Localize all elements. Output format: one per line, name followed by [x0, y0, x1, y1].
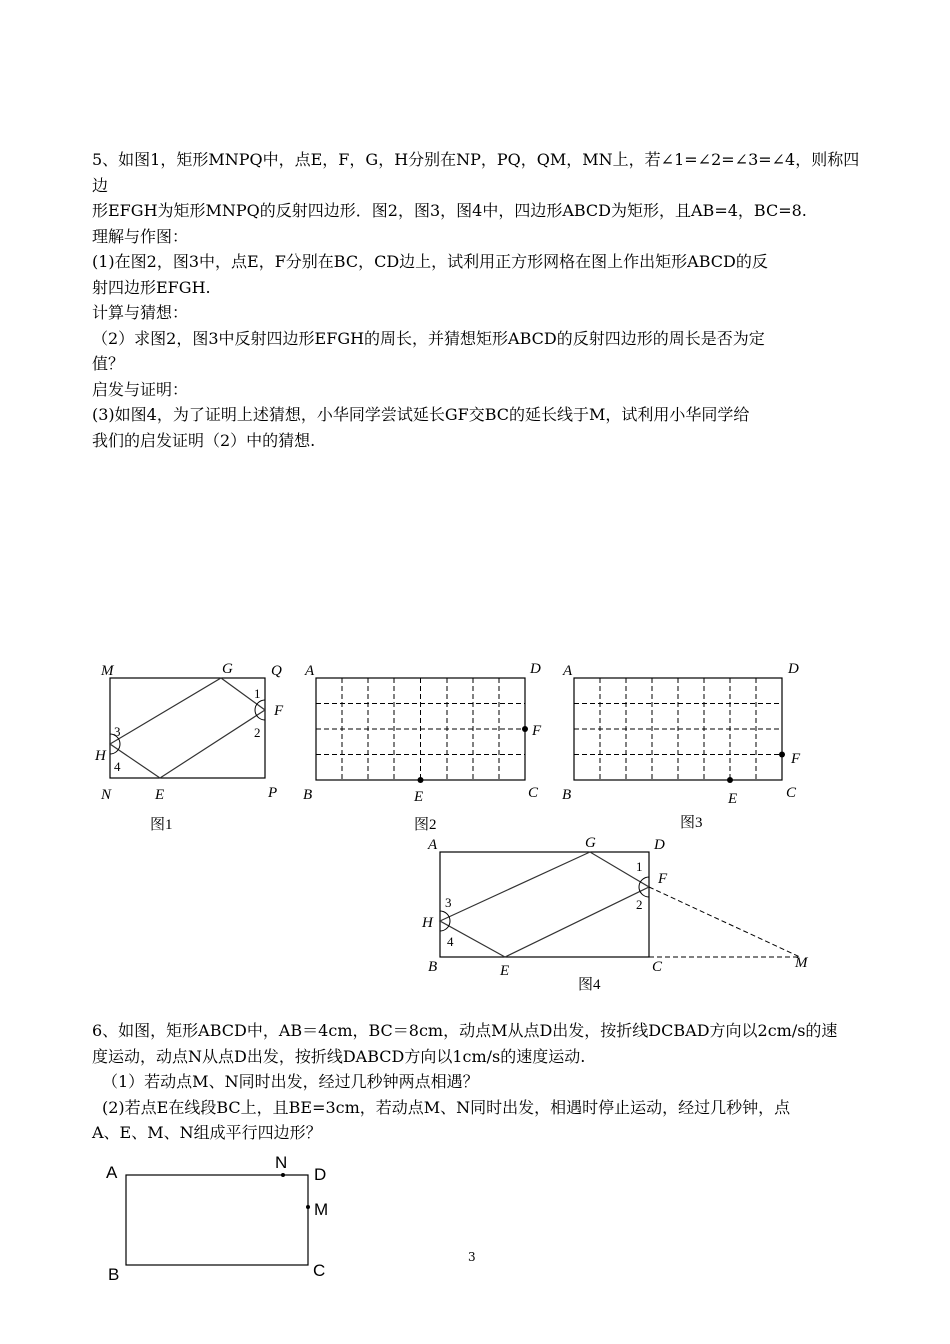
caption-fig4: 图4	[578, 977, 601, 993]
label-C: C	[652, 959, 663, 975]
label-P: P	[268, 785, 278, 801]
label-M: M	[314, 1200, 329, 1219]
q5-line: (1)在图2，图3中，点E，F分别在BC，CD边上，试利用正方形网格在图上作出矩形ABCD的反	[92, 252, 768, 271]
label-B: B	[108, 1265, 120, 1284]
label-F: F	[791, 751, 801, 767]
angle-3: 3	[114, 724, 121, 739]
label-H: H	[422, 915, 433, 931]
point-M	[306, 1205, 310, 1209]
label-E: E	[155, 787, 165, 803]
point-N	[281, 1173, 285, 1177]
label-M: M	[795, 955, 808, 971]
q6-text	[92, 1018, 872, 1146]
label-A: A	[428, 837, 438, 853]
label-A: A	[106, 1163, 118, 1182]
label-B: B	[303, 787, 313, 803]
label-E: E	[414, 789, 424, 805]
label-E: E	[728, 791, 738, 807]
figure-3-grid	[574, 678, 782, 780]
label-C: C	[313, 1261, 326, 1280]
q5-line: 计算与猜想：	[92, 303, 189, 322]
q6-line: （1）若动点M、N同时出发，经过几秒钟两点相遇？	[102, 1072, 479, 1091]
q5-line: 我们的启发证明（2）中的猜想.	[92, 430, 316, 450]
label-B: B	[428, 959, 438, 975]
angle-4: 4	[114, 759, 121, 774]
figure-2-grid	[316, 678, 525, 780]
figure-4	[440, 852, 800, 957]
figure-3-labels	[562, 661, 801, 831]
fig3-point-F	[779, 752, 785, 758]
q5-line: 启发与证明：	[92, 379, 189, 399]
q5-line: 5、如图1，矩形MNPQ中，点E，F，G，H分别在NP，PQ，QM，MN上，若∠1=∠2=∠3=∠4，则称四边	[92, 150, 860, 195]
label-D: D	[314, 1165, 327, 1184]
q6-line: (2)若点E在线段BC上，且BE=3cm，若动点M、N同时出发，相遇时停止运动，经过几秒钟，点	[102, 1097, 791, 1117]
q6-figure	[0, 1150, 950, 1290]
label-Q: Q	[271, 663, 282, 679]
label-M: M	[101, 663, 114, 679]
angle-1: 1	[636, 859, 643, 874]
figure-4-labels	[421, 835, 809, 993]
angle-3: 3	[445, 895, 452, 910]
label-E: E	[500, 963, 510, 979]
angle-4: 4	[447, 934, 454, 949]
caption-fig2: 图2	[414, 817, 437, 833]
label-G: G	[585, 835, 596, 851]
label-F: F	[658, 871, 668, 887]
angle-1: 1	[254, 686, 261, 701]
fig2-point-F	[522, 726, 528, 732]
q5-line: 理解与作图：	[92, 226, 189, 246]
label-B: B	[562, 787, 572, 803]
caption-fig3: 图3	[680, 815, 703, 831]
label-A: A	[563, 663, 573, 679]
q5-line: 射四边形EFGH.	[92, 277, 211, 297]
label-F: F	[532, 723, 542, 739]
label-N: N	[275, 1153, 288, 1172]
q5-line: 形EFGH为矩形MNPQ的反射四边形．图2，图3，图4中，四边形ABCD为矩形，且AB=4，BC=8.	[92, 201, 807, 220]
figure-1	[110, 678, 265, 778]
label-C: C	[786, 785, 797, 801]
q6-line: A、E、M、N组成平行四边形？	[92, 1123, 322, 1142]
q5-text	[92, 147, 872, 453]
caption-fig1: 图1	[150, 817, 173, 833]
label-A: A	[305, 663, 315, 679]
label-F: F	[274, 703, 284, 719]
fig2-point-E	[418, 777, 424, 783]
q6-line: 6、如图，矩形ABCD中，AB＝4cm，BC＝8cm，动点M从点D出发，按折线DCBAD方向以2cm/s的速	[92, 1021, 838, 1040]
page-number: 3	[468, 1250, 476, 1264]
q5-line: （2）求图2，图3中反射四边形EFGH的周长，并猜想矩形ABCD的反射四边形的周长是否为定	[92, 328, 765, 348]
label-D: D	[654, 837, 665, 853]
angle-2: 2	[636, 897, 643, 912]
figure-2-labels	[303, 661, 542, 833]
fig3-point-E	[727, 777, 733, 783]
label-H: H	[95, 748, 106, 764]
q5-line: 值？	[92, 354, 125, 373]
figure-1-labels	[94, 661, 284, 833]
label-N: N	[101, 787, 112, 803]
label-G: G	[222, 661, 233, 677]
q6-line: 度运动，动点N从点D出发，按折线DABCD方向以1cm/s的速度运动.	[92, 1046, 586, 1066]
angle-2: 2	[254, 725, 261, 740]
label-C: C	[528, 785, 539, 801]
label-D: D	[530, 661, 541, 677]
label-D: D	[788, 661, 799, 677]
q5-line: (3)如图4，为了证明上述猜想，小华同学尝试延长GF交BC的延长线于M，试利用小华同学给	[92, 405, 750, 424]
